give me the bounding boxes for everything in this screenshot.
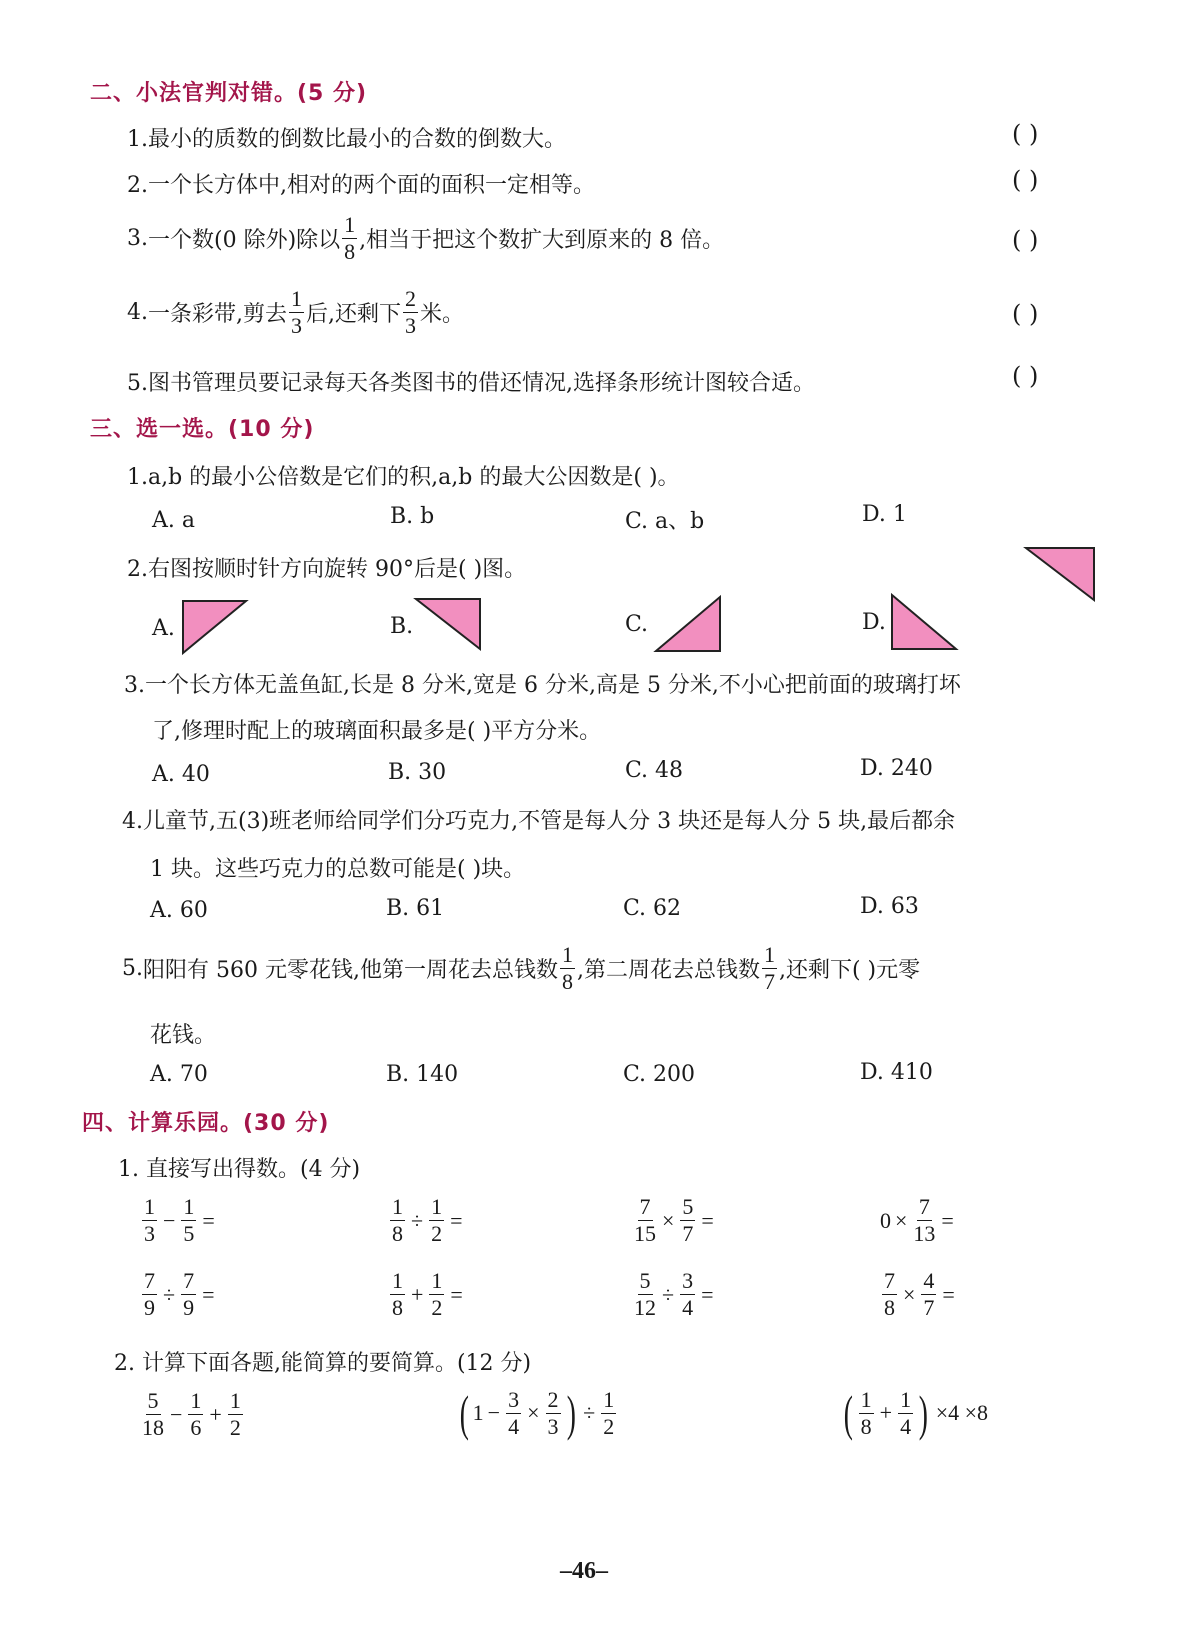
denominator: 6 [190, 1415, 202, 1440]
mental-math-problem [632, 1270, 778, 1319]
question-text: ,还剩下( )元零 [778, 958, 921, 983]
fraction [634, 1270, 656, 1319]
question-text: 儿童节,五(3)班老师给同学们分巧克力,不管是每人分 3 块还是每人分 5 块,最后都余 [143, 809, 956, 834]
denominator: 8 [561, 969, 573, 994]
numerator: 1 [229, 1388, 241, 1413]
integer: 0 [880, 1207, 891, 1233]
option-d[interactable]: D. [862, 610, 886, 635]
fraction [898, 1386, 913, 1439]
choice-question-4-line2: 1 块。这些巧克力的总数可能是( )块。 [150, 857, 526, 882]
option-a[interactable]: A. [152, 616, 175, 641]
option-d[interactable]: D. 63 [860, 894, 919, 919]
numerator: 7 [144, 1268, 155, 1293]
answer-blank-4[interactable]: ( ) [1012, 300, 1039, 328]
calc-expression-1 [140, 1390, 245, 1439]
numerator: 1 [431, 1194, 443, 1219]
option-b[interactable]: B. b [390, 504, 435, 529]
denominator: 2 [229, 1415, 241, 1440]
fraction [680, 1196, 695, 1245]
fraction [181, 1270, 196, 1319]
option-c[interactable]: C. a、b [625, 509, 705, 534]
denominator: 8 [884, 1295, 895, 1320]
option-b[interactable]: B. 30 [388, 760, 447, 785]
answer-blank-1[interactable]: ( ) [1012, 120, 1039, 148]
fraction [546, 1386, 561, 1439]
denominator: 8 [860, 1413, 872, 1439]
mental-math-problem [880, 1270, 1019, 1319]
section-4-title: 四、计算乐园。(30 分) [82, 1111, 330, 1136]
numerator: 7 [183, 1268, 195, 1293]
fraction [228, 1390, 243, 1439]
operator: × [903, 1281, 916, 1307]
denominator: 3 [547, 1413, 559, 1439]
operator: ÷ [583, 1400, 596, 1425]
choice-question-5 [122, 944, 920, 993]
mental-math-problem [140, 1270, 279, 1319]
operator: ÷ [411, 1207, 424, 1233]
denominator: 9 [183, 1295, 195, 1320]
item-text: 一个数(0 除外)除以 [148, 228, 341, 253]
operator: − [487, 1400, 501, 1425]
left-paren: ( [843, 1385, 853, 1441]
fraction [882, 1270, 897, 1319]
numerator: 7 [639, 1194, 651, 1219]
denominator: 15 [634, 1221, 656, 1246]
equals-sign: = [701, 1207, 714, 1233]
part-2-title: 2. 计算下面各题,能简算的要简算。(12 分) [114, 1351, 532, 1376]
choice-question-4 [122, 804, 955, 835]
question-number: 5. [122, 956, 143, 981]
option-c[interactable]: C. 48 [625, 758, 684, 783]
choice-question-1 [127, 460, 680, 491]
operator: × [662, 1207, 675, 1233]
part-1-title: 1. 直接写出得数。(4 分) [118, 1157, 361, 1182]
fraction [560, 944, 575, 993]
equals-sign: = [450, 1207, 463, 1233]
equals-sign: = [941, 1207, 954, 1233]
fraction [762, 944, 777, 993]
denominator: 2 [431, 1221, 443, 1246]
operator: + [209, 1401, 222, 1427]
item-text: 图书管理员要记录每天各类图书的借还情况,选择条形统计图较合适。 [148, 371, 815, 396]
calc-expression-3 [840, 1385, 989, 1441]
numerator: 4 [923, 1268, 935, 1293]
denominator: 7 [923, 1295, 935, 1320]
question-number: 4. [122, 809, 143, 834]
option-b[interactable]: B. [390, 614, 414, 639]
numerator: 3 [682, 1268, 694, 1293]
fraction [390, 1270, 405, 1319]
denominator: 18 [142, 1415, 164, 1440]
item-number: 3. [127, 226, 148, 251]
judge-item-2 [127, 168, 595, 199]
numerator: 2 [405, 286, 416, 311]
denominator: 13 [913, 1221, 936, 1246]
item-number: 1. [127, 127, 148, 152]
numerator: 1 [392, 1268, 403, 1293]
operator: − [163, 1207, 176, 1233]
operator: ÷ [163, 1281, 176, 1307]
fraction [142, 1270, 157, 1319]
option-d[interactable]: D. 410 [860, 1060, 933, 1085]
left-paren: ( [459, 1385, 469, 1441]
mental-math-problem [388, 1270, 527, 1319]
mental-math-problem [388, 1196, 527, 1245]
numerator: 1 [860, 1386, 872, 1412]
denominator: 7 [682, 1221, 694, 1246]
equals-sign: = [202, 1207, 215, 1233]
denominator: 5 [183, 1221, 195, 1246]
item-text: 米。 [420, 302, 465, 327]
question-text: ,第二周花去总钱数 [576, 958, 760, 983]
section-2-title: 二、小法官判对错。(5 分) [90, 81, 368, 106]
numerator: 5 [682, 1194, 694, 1219]
numerator: 1 [392, 1194, 403, 1219]
numerator: 3 [508, 1386, 520, 1412]
denominator: 3 [405, 313, 416, 338]
option-b[interactable]: B. 61 [386, 896, 445, 921]
denominator: 12 [634, 1295, 656, 1320]
section-3-title: 三、选一选。(10 分) [90, 417, 315, 442]
option-d[interactable]: D. 1 [862, 502, 907, 527]
operator: + [879, 1400, 893, 1425]
reference-triangle [1022, 544, 1098, 606]
integer: 1 [472, 1400, 484, 1425]
numerator: 1 [603, 1386, 615, 1412]
fraction [913, 1196, 935, 1245]
fraction [181, 1196, 196, 1245]
page-number: –46– [560, 1558, 608, 1584]
mental-math-problem [140, 1196, 279, 1245]
equals-sign: = [701, 1281, 714, 1307]
option-d[interactable]: D. 240 [860, 756, 933, 781]
numerator: 1 [190, 1388, 202, 1413]
mental-math-problem [632, 1196, 778, 1245]
item-text: 一个长方体中,相对的两个面的面积一定相等。 [148, 173, 595, 198]
numerator: 7 [918, 1194, 930, 1219]
item-text: 一条彩带,剪去 [148, 302, 287, 327]
item-number: 4. [127, 300, 148, 325]
judge-item-5 [127, 366, 815, 397]
fraction [342, 214, 357, 263]
fraction [429, 1270, 444, 1319]
numerator: 7 [884, 1268, 895, 1293]
operator: − [170, 1401, 183, 1427]
option-c[interactable]: C. 200 [623, 1062, 696, 1087]
fraction [506, 1386, 521, 1439]
option-b[interactable]: B. 140 [386, 1062, 459, 1087]
denominator: 2 [603, 1413, 615, 1439]
denominator: 8 [392, 1295, 403, 1320]
option-d-triangle[interactable] [888, 592, 960, 654]
numerator: 1 [763, 942, 775, 967]
question-number: 3. [124, 673, 145, 698]
answer-blank-5[interactable]: ( ) [1012, 362, 1039, 390]
mental-math-problem [880, 1196, 1018, 1245]
denominator: 9 [144, 1295, 155, 1320]
question-text: 右图按顺时针方向旋转 90°后是( )图。 [148, 557, 527, 582]
calc-expression-2 [456, 1385, 618, 1441]
denominator: 4 [508, 1413, 520, 1439]
numerator: 2 [547, 1386, 559, 1412]
denominator: 2 [431, 1295, 443, 1320]
judge-item-4 [127, 288, 464, 337]
question-text: 阳阳有 560 元零花钱,他第一周花去总钱数 [143, 958, 558, 983]
item-text: ,相当于把这个数扩大到原来的 8 倍。 [359, 228, 725, 253]
numerator: 1 [344, 212, 356, 237]
choice-question-5-line2: 花钱。 [150, 1023, 217, 1048]
equals-sign: = [450, 1281, 463, 1307]
numerator: 5 [147, 1388, 159, 1413]
multiplier-tail: ×4 ×8 [935, 1400, 989, 1425]
question-number: 1. [127, 465, 148, 490]
option-a[interactable]: A. 60 [150, 898, 208, 923]
option-b-triangle[interactable] [412, 596, 484, 656]
option-c[interactable]: C. 62 [623, 896, 682, 921]
item-number: 2. [127, 173, 148, 198]
denominator: 8 [392, 1221, 403, 1246]
question-text: 一个长方体无盖鱼缸,长是 8 分米,宽是 6 分米,高是 5 分米,不小心把前面的玻璃打坏 [145, 673, 961, 698]
equals-sign: = [202, 1281, 215, 1307]
question-number: 2. [127, 557, 148, 582]
fraction [188, 1390, 203, 1439]
numerator: 1 [144, 1194, 155, 1219]
option-a-triangle[interactable] [180, 598, 250, 658]
operator: ÷ [662, 1281, 675, 1307]
denominator: 8 [344, 239, 356, 264]
numerator: 1 [291, 286, 302, 311]
denominator: 3 [291, 313, 302, 338]
fraction [601, 1386, 616, 1439]
denominator: 4 [900, 1413, 912, 1439]
numerator: 1 [900, 1386, 912, 1412]
fraction [403, 288, 418, 337]
fraction [680, 1270, 695, 1319]
fraction [921, 1270, 936, 1319]
option-c-triangle[interactable] [652, 594, 724, 656]
item-number: 5. [127, 371, 148, 396]
option-c[interactable]: C. [625, 612, 649, 637]
judge-item-3 [127, 214, 724, 263]
numerator: 1 [561, 942, 573, 967]
fraction [859, 1386, 874, 1439]
right-paren: ) [566, 1385, 576, 1441]
equals-sign: = [942, 1281, 955, 1307]
denominator: 3 [144, 1221, 155, 1246]
choice-question-3-line2: 了,修理时配上的玻璃面积最多是( )平方分米。 [152, 719, 602, 744]
option-a[interactable]: A. 70 [150, 1062, 208, 1087]
fraction [289, 288, 304, 337]
numerator: 5 [639, 1268, 651, 1293]
choice-question-2 [127, 552, 526, 583]
item-text: 后,还剩下 [306, 302, 401, 327]
judge-item-1 [127, 122, 566, 153]
operator: + [411, 1281, 424, 1307]
option-a[interactable]: A. a [152, 508, 195, 533]
item-text: 最小的质数的倒数比最小的合数的倒数大。 [148, 127, 567, 152]
operator: × [527, 1400, 540, 1425]
fraction [634, 1196, 656, 1245]
option-a[interactable]: A. 40 [152, 762, 210, 787]
answer-blank-2[interactable]: ( ) [1012, 166, 1039, 194]
answer-blank-3[interactable]: ( ) [1012, 226, 1039, 254]
denominator: 7 [763, 969, 775, 994]
fraction [142, 1196, 157, 1245]
fraction [390, 1196, 405, 1245]
numerator: 1 [431, 1268, 443, 1293]
denominator: 4 [682, 1295, 694, 1320]
choice-question-3 [124, 668, 961, 699]
question-text: a,b 的最小公倍数是它们的积,a,b 的最大公因数是( )。 [148, 465, 680, 490]
fraction [429, 1196, 444, 1245]
fraction [142, 1390, 164, 1439]
right-paren: ) [918, 1385, 928, 1441]
operator: × [895, 1207, 908, 1233]
numerator: 1 [183, 1194, 195, 1219]
